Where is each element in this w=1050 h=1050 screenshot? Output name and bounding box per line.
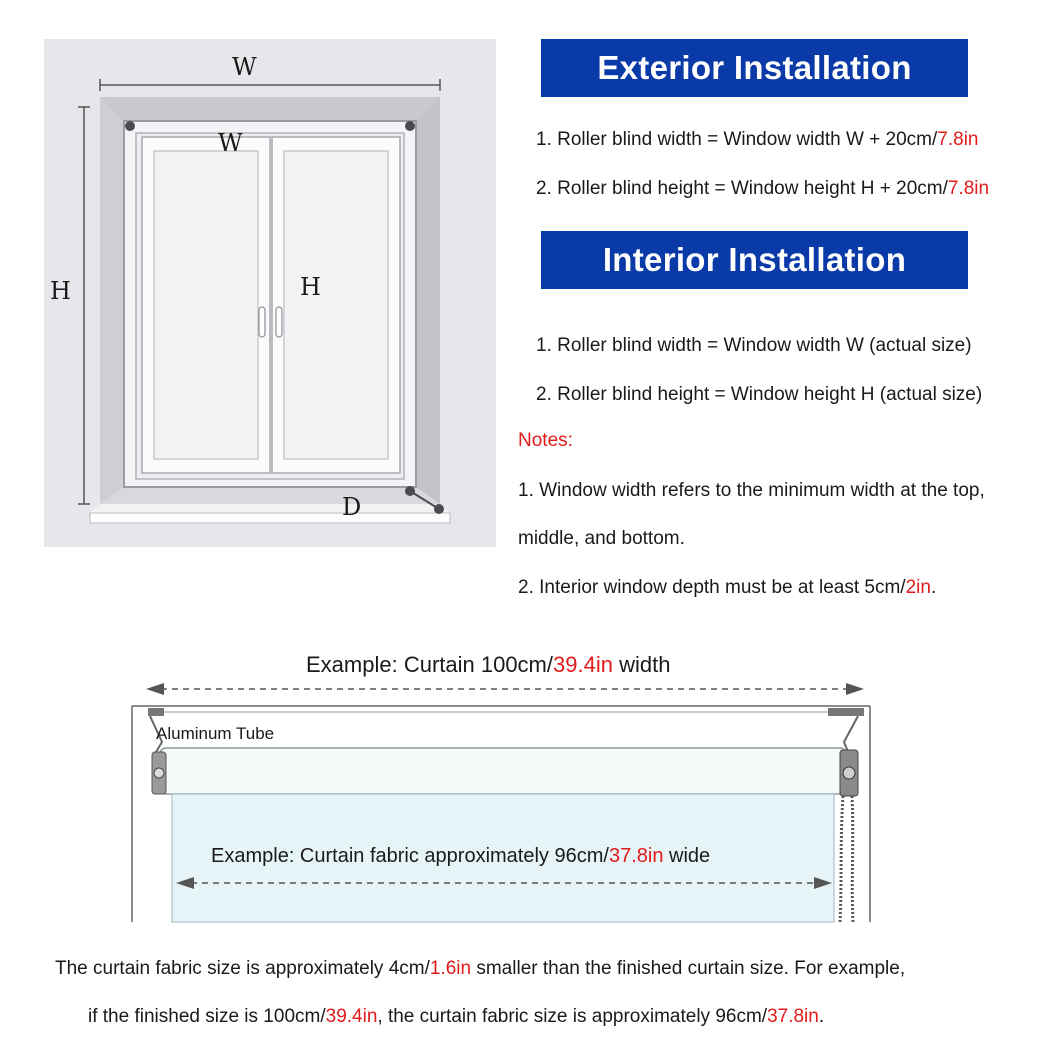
window-width-inner-label: W [218,129,243,157]
window-width-outer-label: W [232,53,257,81]
exterior-height-rule: 2. Roller blind height = Window height H + 20cm/7.8in [536,178,990,199]
interior-installation-banner [541,231,968,289]
window-height-inner-label: H [300,273,321,301]
footer-line-1: The curtain fabric size is approximately 4cm/1.6in smaller than the finished curtain size. For example, [55,958,906,979]
note-1-line-2: middle, and bottom. [518,528,685,549]
exterior-installation-banner [541,39,968,97]
aluminum-tube-label: Aluminum Tube [156,724,275,743]
curtain-width-caption: Example: Curtain 100cm/39.4in width [306,652,671,677]
note-2: 2. Interior window depth must be at least 5cm/2in. [518,577,937,598]
exterior-installation-title: Exterior Installation [597,49,912,86]
window-illustration [44,39,496,547]
footer-line-2: if the finished size is 100cm/39.4in, the curtain fabric size is approximately 96cm/37.8in. [88,1006,825,1027]
exterior-width-rule: 1. Roller blind width = Window width W + 20cm/7.8in [536,129,979,150]
window-diagram [44,39,496,547]
fabric-width-caption: Example: Curtain fabric approximately 96cm/37.8in wide [211,845,711,867]
window-depth-label: D [342,493,362,521]
interior-height-rule: 2. Roller blind height = Window height H (actual size) [536,384,983,405]
interior-width-rule: 1. Roller blind width = Window width W (actual size) [536,335,972,356]
roller-blind-illustration [0,672,1050,932]
notes-heading: Notes: [518,430,573,451]
note-1-line-1: 1. Window width refers to the minimum width at the top, [518,480,985,501]
interior-installation-title: Interior Installation [602,241,907,278]
window-height-outer-label: H [50,277,71,305]
